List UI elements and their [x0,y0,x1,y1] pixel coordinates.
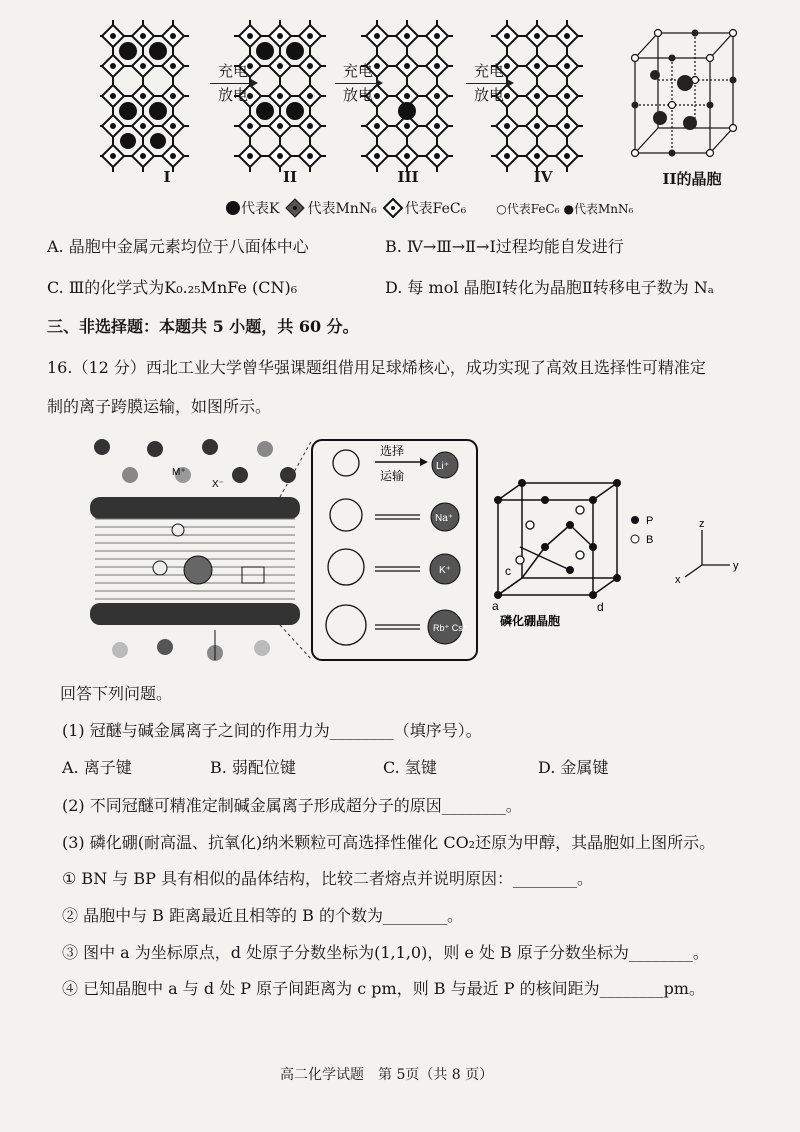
selective-label: 选择 [380,444,405,458]
page-footer: 高二化学试题 第 5页（共 8 页） [280,1067,494,1083]
q16-part3-1: ① BN 与 BP 具有相似的晶体结构，比较二者熔点并说明原因：________。 [62,869,593,888]
stage-label-iii: III [397,168,419,186]
q16-p1-option-b: B. 弱配位键 [210,758,296,777]
ion-na-label: Na⁺ [435,513,454,524]
point-c-label: c [505,564,511,578]
transport-label: 运输 [380,469,405,483]
point-d-label: d [597,600,604,614]
membrane-transport-figure [90,435,750,670]
ion-x-label: X⁻ [212,479,224,490]
charge-discharge-arrow-1 [208,62,258,105]
legend-cell-fec6: ○代表FeC₆ [496,201,560,216]
charge-label: 充电 [217,62,248,80]
axis-y-label: y [733,560,739,572]
crystal-caption: 磷化硼晶胞 [500,614,561,628]
ion-k-label: K⁺ [439,565,451,576]
top-legend [225,196,633,220]
q16-part3-3: ③ 图中 a 为坐标原点，d 处原子分数坐标为(1,1,0)，则 e 处 B 原子分数坐标为________。 [62,943,709,962]
discharge-label: 放电 [217,86,248,104]
stage-label-cell: II的晶胞 [662,170,722,188]
q15-option-a: A. 晶胞中金属元素均位于八面体中心 [47,237,309,256]
legend-mnn6: 代表MnN₆ [307,201,377,217]
legend-b: B [646,534,654,546]
q16-p1-option-d: D. 金属键 [538,758,609,777]
q16-part1: (1) 冠醚与碱金属离子之间的作用力为________（填序号）。 [62,721,482,740]
legend-p: P [646,515,654,527]
stage-label-ii: II [282,168,298,186]
legend-k: 代表K [241,201,280,217]
axis-z-label: z [699,518,705,530]
stage-label-i: I [163,168,171,186]
charge-label: 充电 [473,62,504,80]
fec6-octahedron-icon [381,196,405,220]
q16-part3: (3) 磷化硼(耐高温、抗氧化)纳米颗粒可高选择性催化 CO₂还原为甲醇，其晶胞如上图所示。 [62,833,716,852]
q15-option-c: C. Ⅲ的化学式为K₀.₂₅MnFe (CN)₆ [47,278,298,297]
discharge-label: 放电 [473,86,504,104]
k-icon [225,200,241,216]
charge-discharge-arrow-3 [464,62,514,105]
q16-p1-option-c: C. 氢键 [383,758,437,777]
axis-x-label: x [675,574,681,586]
charge-label: 充电 [342,62,373,80]
charge-discharge-arrow-2 [333,62,383,105]
point-a-label: a [492,599,499,613]
bp-crystal-cell [498,483,617,595]
ion-m-label: M⁺ [172,467,186,478]
legend-fec6: 代表FeC₆ [404,201,467,217]
membrane-figure-svg [90,435,750,670]
q15-option-d: D. 每 mol 晶胞Ⅰ转化为晶胞Ⅱ转移电子数为 Nₐ [385,278,714,297]
q16-stem-line1: 16.（12 分）西北工业大学曾华强课题组借用足球烯核心，成功实现了高效且选择性可精准定 [47,358,706,377]
q16-part2: (2) 不同冠醚可精准定制碱金属离子形成超分子的原因________。 [62,796,522,815]
ion-rb-cs-label: Rb⁺ Cs⁺ [433,623,468,633]
mnn6-octahedron-icon [283,196,307,220]
section-title: 三、非选择题：本题共 5 小题，共 60 分。 [47,317,359,336]
q16-stem-line2: 制的离子跨膜运输，如图所示。 [47,397,272,416]
discharge-label: 放电 [342,86,373,104]
lattice-i [100,20,189,172]
q15-option-b: B. Ⅳ→Ⅲ→Ⅱ→Ⅰ过程均能自发进行 [385,237,624,256]
ion-li-label: Li⁺ [436,461,450,472]
unit-cell-ii [632,30,737,157]
answer-intro: 回答下列问题。 [60,684,173,703]
stage-label-iv: IV [533,168,553,186]
q16-part3-4: ④ 已知晶胞中 a 与 d 处 P 原子间距离为 c pm，则 B 与最近 P 的核间距为________pm。 [62,979,705,998]
q16-part3-2: ② 晶胞中与 B 距离最近且相等的 B 的个数为________。 [62,906,463,925]
q16-p1-option-a: A. 离子键 [62,758,132,777]
legend-cell-mnn6: ●代表MnN₆ [563,201,634,216]
